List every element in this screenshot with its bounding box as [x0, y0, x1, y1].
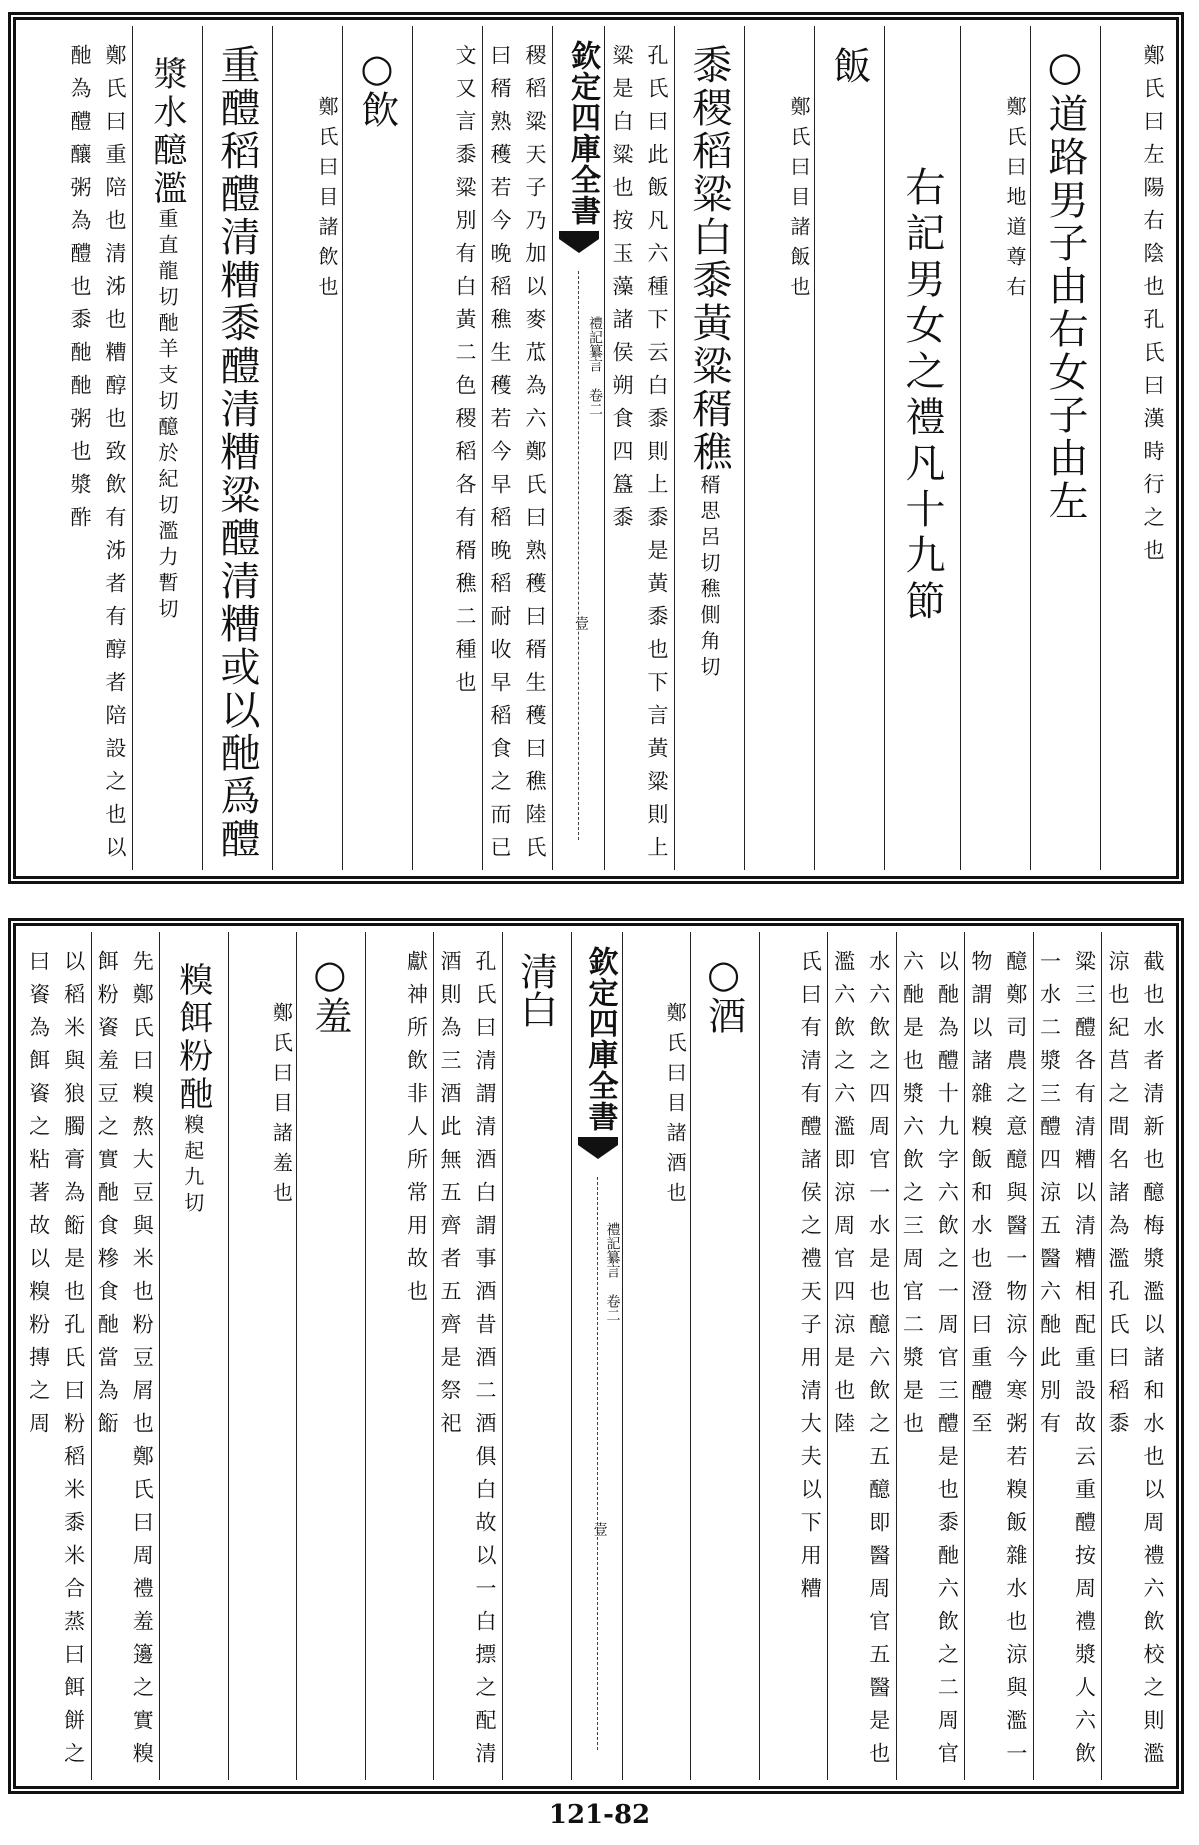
pronunciation-note: 稰思呂切穛側角切 — [697, 474, 721, 682]
fishtail-mark-icon — [559, 231, 599, 257]
column-text: 飯 — [827, 46, 871, 84]
text-column-8 — [604, 26, 674, 870]
column-text: 截也水者清新也醷梅漿濫以諸和水也以周禮六飲校之則濫涼也紀莒之間名諸為濫孔氏曰稻黍 — [1106, 950, 1165, 1775]
text-column-2 — [1030, 26, 1100, 870]
text-column-12 — [365, 932, 434, 1780]
column-text: 文又言黍粱別有白黃二色稷稻各有稰穛二種也 — [453, 44, 477, 704]
text-column-7 — [674, 26, 744, 870]
spine-book-volume: 禮記纂言 卷二 — [604, 1222, 621, 1322]
spine-title: 欽定四庫全書 — [582, 946, 618, 1132]
column-text: 孔氏曰此飯凡六種下云白黍則上黍是黃黍也下言黃粱則上粱是白粱也按玉藻諸侯朔食四簋黍 — [610, 44, 669, 869]
bottom-page — [8, 918, 1184, 1794]
spine-title: 欽定四庫全書 — [565, 40, 600, 226]
top-columns — [22, 26, 1170, 870]
column-text: ○酒 — [701, 952, 746, 1034]
column-text: 鄭氏曰目諸酒也 — [663, 1002, 688, 1212]
column-text: 水六飲之四周官一水是也醷六飲之五醷即醫周官五醫是也濫六飲之六濫即涼周官四涼是也陸 — [831, 950, 891, 1775]
text-column-14 — [228, 932, 297, 1780]
spine-center — [571, 932, 622, 1780]
column-text: 鄭氏曰目諸飯也 — [787, 96, 811, 306]
text-column-2 — [1033, 932, 1102, 1780]
text-column-1 — [1101, 932, 1170, 1780]
spine-book-volume: 禮記纂言 卷二 — [587, 316, 603, 416]
spine-center — [552, 26, 604, 870]
column-text: ○羞 — [307, 952, 352, 1034]
top-page — [8, 12, 1184, 884]
column-text: ○飲 — [355, 46, 399, 128]
text-column-3 — [964, 932, 1033, 1780]
page-number: 121-82 — [548, 1800, 651, 1830]
column-text: 右記男女之禮凡十九節 — [899, 166, 945, 626]
text-column-16 — [91, 932, 160, 1780]
text-column-4 — [896, 932, 965, 1780]
column-text: 鄭氏曰目諸飲也 — [315, 96, 339, 306]
column-text: 鄭氏曰重陪也清泲也糟醇也致飲有泲者有醇者陪設之也以酏為醴釀粥為醴也黍酏酏粥也漿酢 — [68, 44, 127, 869]
column-text: 粱三醴各有清糟以清糟相配重設故云重醴按周禮漿人六飲一水二漿三醴四涼五醫六酏此別有 — [1037, 950, 1097, 1775]
column-text: 孔氏曰清謂清酒白謂事酒昔酒二酒俱白故以一白摽之配清酒則為三酒此無五齊者五齊是祭祀 — [438, 950, 497, 1775]
text-column-4 — [884, 26, 960, 870]
text-column-16 — [62, 26, 132, 870]
column-text: 氏曰有清有醴諸侯之禮天子用清大夫以下用糟 — [798, 950, 823, 1610]
column-text: 先鄭氏曰糗熬大豆與米也粉豆屑也鄭氏曰周禮羞籩之實糗餌粉餈羞豆之實酏食糝食酏當為餰 — [95, 950, 155, 1775]
column-text: 清白 — [513, 952, 558, 1028]
text-column-13 — [272, 26, 342, 870]
text-column-6 — [759, 932, 828, 1780]
column-text: ○道路男子由右女子由左 — [1042, 44, 1088, 523]
text-column-10 — [482, 26, 552, 870]
pronunciation-note: 糗起九切 — [180, 1114, 205, 1218]
bottom-columns — [22, 932, 1170, 1780]
text-column-1 — [1100, 26, 1170, 870]
fishtail-mark-icon — [578, 1137, 618, 1163]
column-text: 糗餌粉酏 — [172, 962, 213, 1114]
spine-leaf-number: 壹 — [591, 1522, 608, 1536]
text-column-7 — [690, 932, 759, 1780]
text-column-6 — [744, 26, 814, 870]
column-text: 漿水醷濫 — [147, 56, 187, 208]
column-text: 黍稷稻粱白黍黃粱稰穛 — [686, 44, 732, 474]
text-column-8 — [622, 932, 691, 1780]
text-column-3 — [960, 26, 1030, 870]
column-text: 獻神所飲非人所常用故也 — [404, 950, 429, 1313]
text-column-11 — [433, 932, 502, 1780]
pronunciation-note: 重直龍切酏羊支切醷於紀切濫力暫切 — [155, 208, 179, 624]
text-column-15 — [132, 26, 202, 870]
column-text: 重醴稻醴清糟黍醴清糟粱醴清糟或以酏爲醴 — [214, 44, 260, 861]
text-column-5 — [827, 932, 896, 1780]
text-column-14 — [202, 26, 272, 870]
text-column-5 — [814, 26, 884, 870]
text-column-12 — [342, 26, 412, 870]
text-column-10 — [502, 932, 571, 1780]
spine-leaf-number: 壹 — [573, 616, 589, 630]
text-column-15 — [159, 932, 228, 1780]
column-text: 鄭氏曰目諸羞也 — [269, 1002, 294, 1212]
column-text: 以酏為醴十九字六飲之一周官三醴是也黍酏六飲之二周官六酏是也漿六飲之三周官二漿是也 — [900, 950, 960, 1775]
text-column-17 — [22, 932, 91, 1780]
column-text: 鄭氏曰地道尊右 — [1003, 96, 1027, 306]
column-text: 稷稻粱天子乃加以麥苽為六鄭氏曰熟穫曰稰生穫曰穛陸氏曰稰熟穫若今晚稻穛生穫若今早稻晚稻耐收早稻食之而已 — [488, 44, 547, 869]
text-column-11 — [412, 26, 482, 870]
column-text: 鄭氏曰左陽右陰也孔氏曰漢時行之也 — [1141, 44, 1165, 572]
column-text: 醷鄭司農之意醷與醫一物涼今寒粥若糗飯雜水也涼與濫一物謂以諸雜糗飯和水也澄曰重醴至 — [968, 950, 1028, 1775]
column-text: 以稻米與狼臅膏為餰是也孔氏曰粉稻米黍米合蒸曰餌餅之曰餈為餌餈之粘著故以糗粉摶之周 — [26, 950, 86, 1775]
text-column-13 — [296, 932, 365, 1780]
